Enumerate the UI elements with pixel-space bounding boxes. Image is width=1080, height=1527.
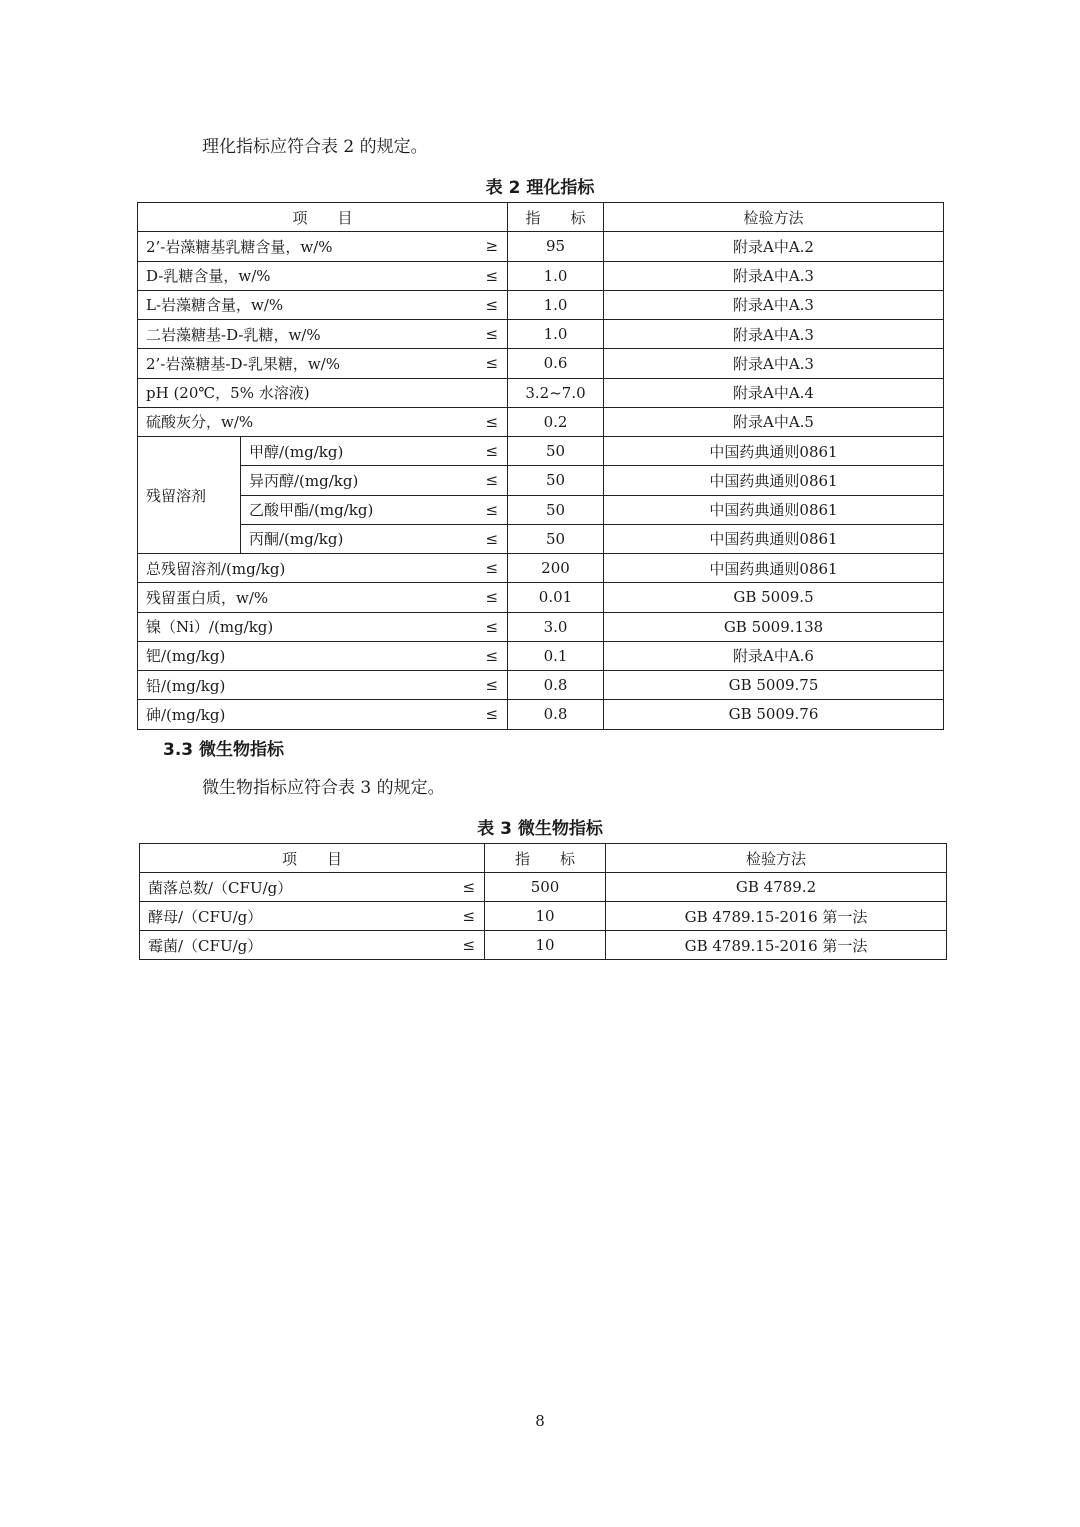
item-name: 菌落总数/（CFU/g） xyxy=(140,873,455,902)
test-method: 附录A中A.3 xyxy=(604,320,944,349)
header-value: 指 标 xyxy=(508,203,604,232)
limit-value: 3.2~7.0 xyxy=(508,378,604,407)
limit-value: 50 xyxy=(508,466,604,495)
table3-intro: 微生物指标应符合表 3 的规定。 xyxy=(202,778,445,798)
test-method: 附录A中A.3 xyxy=(604,261,944,290)
limit-value: 10 xyxy=(485,902,606,931)
operator: ≥ xyxy=(478,232,508,261)
solvent-group-label: 残留溶剂 xyxy=(138,437,241,554)
test-method: 中国药典通则0861 xyxy=(604,554,944,583)
test-method: 中国药典通则0861 xyxy=(604,524,944,553)
operator: ≤ xyxy=(478,671,508,700)
test-method: 中国药典通则0861 xyxy=(604,466,944,495)
table-row xyxy=(138,320,944,349)
header-method: 检验方法 xyxy=(604,203,944,232)
test-method: GB 4789.15-2016 第一法 xyxy=(606,902,947,931)
operator: ≤ xyxy=(478,612,508,641)
item-name: 乙酸甲酯/(mg/kg) xyxy=(241,495,478,524)
item-name: D-乳糖含量，w/% xyxy=(138,261,478,290)
limit-value: 1.0 xyxy=(508,261,604,290)
test-method: 附录A中A.3 xyxy=(604,290,944,319)
test-method: 附录A中A.5 xyxy=(604,407,944,436)
operator: ≤ xyxy=(478,495,508,524)
table-row xyxy=(138,700,944,729)
limit-value: 0.01 xyxy=(508,583,604,612)
table-row xyxy=(138,437,944,466)
item-name: 霉菌/（CFU/g） xyxy=(140,931,455,960)
table2 xyxy=(137,202,944,730)
item-name: 铅/(mg/kg) xyxy=(138,671,478,700)
limit-value: 95 xyxy=(508,232,604,261)
operator: ≤ xyxy=(478,554,508,583)
test-method: GB 5009.76 xyxy=(604,700,944,729)
limit-value: 200 xyxy=(508,554,604,583)
test-method: 附录A中A.2 xyxy=(604,232,944,261)
item-name: pH (20℃，5% 水溶液) xyxy=(138,378,478,407)
operator: ≤ xyxy=(478,700,508,729)
header-item: 项 目 xyxy=(140,844,485,873)
item-name: 2’-岩藻糖基-D-乳果糖，w/% xyxy=(138,349,478,378)
limit-value: 50 xyxy=(508,495,604,524)
item-name: 异丙醇/(mg/kg) xyxy=(241,466,478,495)
table-row xyxy=(138,583,944,612)
item-name: 硫酸灰分，w/% xyxy=(138,407,478,436)
operator: ≤ xyxy=(455,931,485,960)
test-method: GB 5009.138 xyxy=(604,612,944,641)
operator xyxy=(478,378,508,407)
table-row xyxy=(138,349,944,378)
table-row xyxy=(138,671,944,700)
test-method: 附录A中A.6 xyxy=(604,641,944,670)
operator: ≤ xyxy=(478,261,508,290)
item-name: 2’-岩藻糖基乳糖含量，w/% xyxy=(138,232,478,261)
limit-value: 500 xyxy=(485,873,606,902)
table-row xyxy=(138,290,944,319)
limit-value: 1.0 xyxy=(508,290,604,319)
limit-value: 0.2 xyxy=(508,407,604,436)
item-name: 镍（Ni）/(mg/kg) xyxy=(138,612,478,641)
operator: ≤ xyxy=(455,873,485,902)
test-method: 中国药典通则0861 xyxy=(604,437,944,466)
item-name: 甲醇/(mg/kg) xyxy=(241,437,478,466)
item-name: 钯/(mg/kg) xyxy=(138,641,478,670)
operator: ≤ xyxy=(478,320,508,349)
table2-header-row xyxy=(138,203,944,232)
table-row xyxy=(138,554,944,583)
test-method: GB 5009.75 xyxy=(604,671,944,700)
test-method: GB 4789.2 xyxy=(606,873,947,902)
limit-value: 10 xyxy=(485,931,606,960)
table3 xyxy=(139,843,947,960)
table-row xyxy=(138,466,944,495)
table-row xyxy=(140,873,947,902)
item-name: 残留蛋白质，w/% xyxy=(138,583,478,612)
operator: ≤ xyxy=(478,290,508,319)
operator: ≤ xyxy=(478,641,508,670)
operator: ≤ xyxy=(478,349,508,378)
item-name: 丙酮/(mg/kg) xyxy=(241,524,478,553)
item-name: 砷/(mg/kg) xyxy=(138,700,478,729)
table-row xyxy=(138,407,944,436)
limit-value: 0.8 xyxy=(508,700,604,729)
table3-caption: 表 3 微生物指标 xyxy=(477,819,603,839)
limit-value: 0.6 xyxy=(508,349,604,378)
table-row xyxy=(138,378,944,407)
table-row xyxy=(138,641,944,670)
item-name: 酵母/（CFU/g） xyxy=(140,902,455,931)
item-name: 二岩藻糖基-D-乳糖，w/% xyxy=(138,320,478,349)
limit-value: 50 xyxy=(508,437,604,466)
table-row xyxy=(138,261,944,290)
limit-value: 1.0 xyxy=(508,320,604,349)
test-method: 附录A中A.3 xyxy=(604,349,944,378)
test-method: GB 4789.15-2016 第一法 xyxy=(606,931,947,960)
table2-caption: 表 2 理化指标 xyxy=(485,178,595,198)
limit-value: 3.0 xyxy=(508,612,604,641)
header-value: 指 标 xyxy=(485,844,606,873)
table-row xyxy=(138,524,944,553)
limit-value: 0.8 xyxy=(508,671,604,700)
header-method: 检验方法 xyxy=(606,844,947,873)
page-number: 8 xyxy=(535,1412,545,1430)
table-row xyxy=(138,495,944,524)
test-method: 中国药典通则0861 xyxy=(604,495,944,524)
table3-header-row xyxy=(140,844,947,873)
operator: ≤ xyxy=(478,407,508,436)
header-item: 项 目 xyxy=(138,203,508,232)
table2-intro: 理化指标应符合表 2 的规定。 xyxy=(202,137,428,157)
table-row xyxy=(138,612,944,641)
operator: ≤ xyxy=(478,524,508,553)
operator: ≤ xyxy=(478,437,508,466)
test-method: 附录A中A.4 xyxy=(604,378,944,407)
table-row xyxy=(140,902,947,931)
operator: ≤ xyxy=(478,583,508,612)
table-row xyxy=(138,232,944,261)
limit-value: 0.1 xyxy=(508,641,604,670)
section-title: 3.3 微生物指标 xyxy=(163,740,285,760)
operator: ≤ xyxy=(478,466,508,495)
item-name: 总残留溶剂/(mg/kg) xyxy=(138,554,478,583)
operator: ≤ xyxy=(455,902,485,931)
test-method: GB 5009.5 xyxy=(604,583,944,612)
limit-value: 50 xyxy=(508,524,604,553)
item-name: L-岩藻糖含量，w/% xyxy=(138,290,478,319)
table-row xyxy=(140,931,947,960)
